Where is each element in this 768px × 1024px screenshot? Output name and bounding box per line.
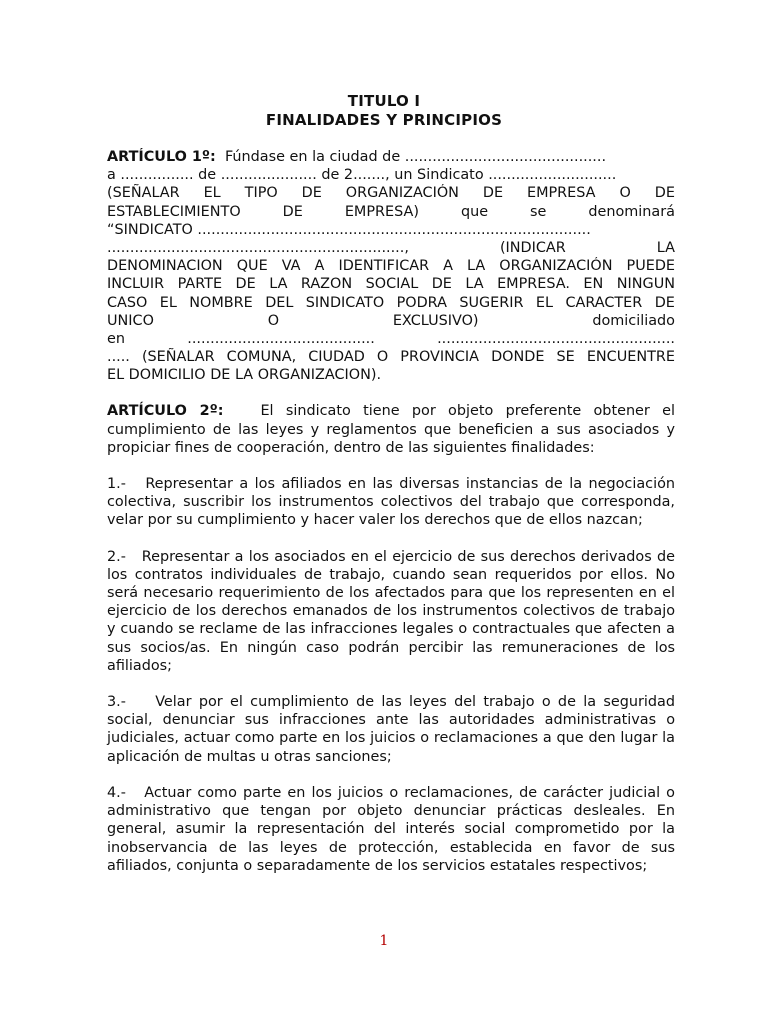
articulo-1-word: PUEDE — [626, 258, 675, 275]
articulo-1-word: LA — [465, 276, 484, 293]
articulo-1-word: DE — [482, 185, 504, 202]
articulo-1-line — [107, 239, 675, 257]
articulo-1-word: que — [460, 203, 489, 220]
articulo-1-word: se — [530, 203, 547, 220]
articulo-1-word: O — [376, 349, 389, 366]
articulo-2 — [107, 402, 675, 457]
item-text: Representar a los afiliados en las diversas instancias de la negociación colectiva, suscribir los instrumentos colectivos del trabajo que corresponda, velar por su cumplimiento y hacer valer los derechos que de ellos nazcan; — [107, 476, 675, 529]
articulo-1-word: DE — [282, 203, 303, 220]
articulo-1-line — [107, 330, 675, 348]
articulo-1-word: PROVINCIA — [400, 349, 480, 366]
articulo-1-line — [107, 184, 675, 202]
articulo-1-word: IDENTIFICAR — [338, 258, 430, 275]
articulo-1-lead: ARTÍCULO 1º: — [107, 149, 216, 165]
articulo-1-word: NOMBRE — [189, 294, 253, 311]
articulo-1-word: A — [443, 258, 453, 275]
articulo-1-word: ......................................... — [187, 330, 375, 347]
document-body — [107, 148, 675, 893]
articulo-1-word: DONDE — [491, 349, 545, 366]
articulo-1-word: UNICO — [107, 312, 154, 329]
articulo-1-word: CARACTER — [565, 294, 643, 311]
articulo-1-word: DE — [301, 185, 322, 202]
articulo-1-word: INCLUIR — [107, 276, 165, 293]
articulo-1-word: CASO — [107, 294, 148, 311]
articulo-1-word: A — [314, 258, 325, 275]
title-line-2: FINALIDADES Y PRINCIPIOS — [265, 111, 503, 129]
articulo-1-word: EN — [583, 276, 604, 293]
articulo-1-word: ................................................................., — [107, 239, 409, 256]
articulo-1-word: LA — [656, 239, 675, 256]
articulo-1-word: (INDICAR — [499, 239, 566, 256]
articulo-1-word: EMPRESA. — [497, 276, 570, 293]
page-number: 1 — [379, 933, 389, 949]
articulo-1-word: CIUDAD — [308, 349, 365, 366]
item-number: 2.- — [107, 548, 126, 565]
articulo-1-line — [107, 203, 675, 221]
articulo-1-word: LA — [467, 258, 486, 275]
item-number: 3.- — [107, 694, 126, 711]
articulo-1-word: denominará — [588, 203, 675, 220]
articulo-1-word: a ................ de ..................... de 2......., un Sindicato ............................ — [107, 167, 617, 184]
articulo-1-line — [107, 166, 675, 184]
articulo-1-word: “SINDICATO ...................................................................................... — [107, 221, 591, 238]
articulo-1-word: ..... — [107, 349, 130, 366]
articulo-1-word: TIPO — [244, 185, 278, 202]
title-block — [0, 92, 768, 130]
articulo-1-word: .................................................... — [437, 330, 675, 347]
articulo-1-word: SINDICATO — [305, 294, 385, 311]
articulo-1-word: ENCUENTRE — [586, 349, 675, 366]
articulo-1-word: EXCLUSIVO) — [392, 312, 479, 329]
articulo-1-line — [107, 275, 675, 293]
articulo-1-word: ESTABLECIMIENTO — [107, 203, 241, 220]
articulo-1-word: ORGANIZACIÓN — [499, 258, 613, 275]
articulo-1-word: EMPRESA — [527, 185, 596, 202]
articulo-1-line — [107, 257, 675, 275]
articulo-1-word: (SEÑALAR — [107, 185, 180, 202]
articulo-1-line — [107, 348, 675, 366]
articulo-2-text: El sindicato tiene por objeto preferente obtener el cumplimiento de las leyes y reglamentos que beneficien a sus asociados y propiciar fines de cooperación, dentro de las siguientes finalidades: — [107, 403, 675, 456]
articulo-1-word: O — [619, 185, 631, 202]
articulo-1-word: EMPRESA) — [344, 203, 419, 220]
articulo-1-word: SUGERIR — [459, 294, 524, 311]
articulo-1-word: SE — [556, 349, 575, 366]
articulo-1-line — [107, 366, 675, 384]
articulo-1-word: en — [107, 330, 125, 347]
item-text: Velar por el cumplimiento de las leyes del trabajo o de la seguridad social, denunciar sus infracciones ante las autoridades administrativas o judiciales, actuar como parte en los juicios o reclamaciones a que den lugar la aplicación de multas u otras sanciones; — [107, 694, 675, 765]
list-item — [107, 548, 675, 675]
articulo-1-word: VA — [281, 258, 301, 275]
articulo-1-word: PODRA — [396, 294, 447, 311]
item-number: 4.- — [107, 784, 126, 801]
item-number: 1.- — [107, 476, 126, 493]
articulo-1-word: DE — [431, 276, 452, 293]
articulo-1-word: QUE — [236, 258, 268, 275]
articulo-1-word: DE — [654, 185, 675, 202]
item-text: Representar a los asociados en el ejercicio de sus derechos derivados de los contratos individuales de trabajo, cuando sean requeridos por ellos. No será necesario requerimiento de los afectados para que los representen en el ejercicio de los derechos emanados de los instrumentos colectivos de trabajo y cuando se reclame de las infracciones legales o contractuales que afecten a sus socios/as. En ningún caso podrán percibir las remuneraciones de los afiliados; — [107, 548, 675, 674]
articulo-1-word: O — [267, 312, 280, 329]
articulo-1-line — [107, 148, 675, 166]
articulo-1-word: EL — [203, 185, 221, 202]
articulo-1-word: Fúndase en la ciudad de ............................................ — [224, 149, 607, 165]
articulo-1-word: NINGUN — [616, 276, 675, 293]
articulo-1-line — [107, 294, 675, 312]
articulo-1-word: DE — [654, 294, 675, 311]
articulo-1-word: EL — [159, 294, 177, 311]
articulo-1-word: COMUNA, — [226, 349, 297, 366]
articulo-1-word: LA — [269, 276, 288, 293]
articulo-1-word: EL DOMICILIO DE LA ORGANIZACION). — [107, 367, 382, 384]
articulo-1-word: DEL — [265, 294, 294, 311]
articulo-1-word: PARTE — [177, 276, 223, 293]
articulo-2-lead: ARTÍCULO 2º: — [107, 403, 224, 420]
articulo-1-word: DE — [235, 276, 256, 293]
list-item — [107, 475, 675, 530]
articulo-1-word: RAZON — [300, 276, 353, 293]
articulo-1-word: domiciliado — [592, 312, 675, 329]
articulo-1-word: DENOMINACION — [107, 258, 223, 275]
articulo-1-line — [107, 221, 675, 239]
articulo-1-line — [107, 312, 675, 330]
articulo-1-word: EL — [535, 294, 554, 311]
list-item — [107, 784, 675, 875]
articulo-1-word: (SEÑALAR — [141, 349, 215, 366]
list-item — [107, 693, 675, 766]
articulo-1-word: SOCIAL — [365, 276, 419, 293]
articulo-1-word: ORGANIZACIÓN — [345, 185, 459, 202]
item-text: Actuar como parte en los juicios o reclamaciones, de carácter judicial o administrativo que tengan por objeto denunciar prácticas desleales. En general, asumir la representación del interés social comprometido por la inobservancia de las leyes de protección, establecida en favor de sus afiliados, conjunta o separadamente de los servicios estatales respectivos; — [107, 784, 675, 874]
articulo-1 — [107, 148, 675, 384]
title-line-1: TITULO I — [347, 92, 421, 110]
